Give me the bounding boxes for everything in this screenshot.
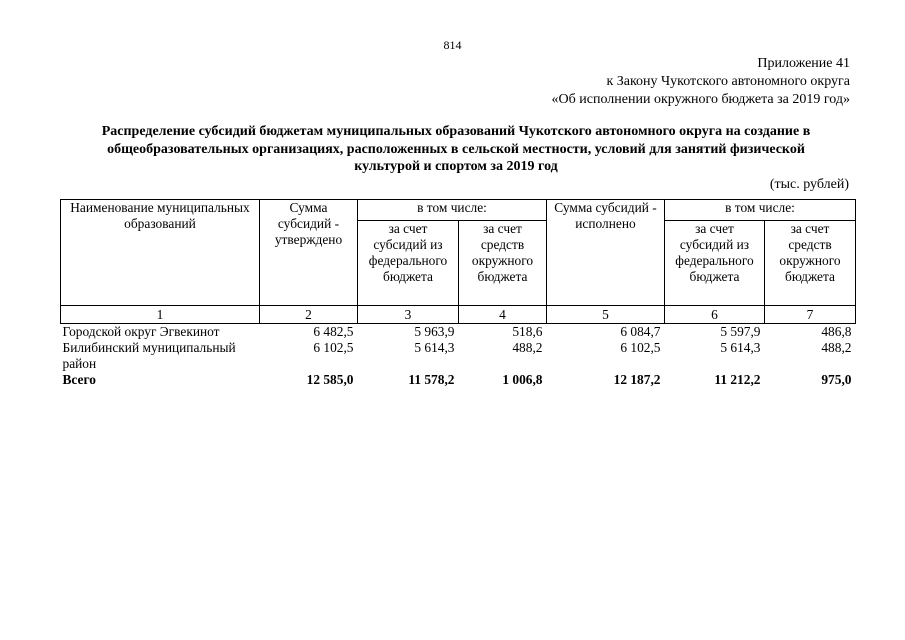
page-number: 814 [443, 38, 462, 52]
units-label: (тыс. рублей) [769, 177, 849, 192]
total-value-cell: 12 585,0 [306, 372, 354, 387]
header-executed: Сумма субсидий - исполнено [547, 200, 665, 306]
value-cell: 6 482,5 [313, 324, 354, 339]
header-district-2: за счет средств окружного бюджета [765, 221, 856, 306]
table-row [61, 324, 856, 341]
total-value-cell: 12 187,2 [613, 372, 661, 387]
column-number: 4 [459, 306, 547, 324]
appendix-line-2: к Закону Чукотского автономного округа [606, 74, 850, 89]
appendix-line-1: Приложение 41 [757, 56, 850, 71]
table-row [61, 340, 856, 372]
total-value-cell: 1 006,8 [502, 372, 543, 387]
document-title [60, 123, 852, 176]
total-row [61, 372, 856, 388]
column-number-row [61, 306, 856, 324]
value-cell: 5 614,3 [720, 340, 761, 355]
header-federal-2: за счет субсидий из федерального бюджета [665, 221, 765, 306]
total-value-cell: 975,0 [821, 372, 852, 387]
value-cell: 488,2 [821, 340, 852, 355]
column-number: 3 [358, 306, 459, 324]
header-name: Наименование муниципальных образований [61, 200, 260, 306]
header-row-1 [61, 200, 856, 221]
row-name-cell: Городской округ Эгвекинот [62, 324, 220, 339]
header-including-2: в том числе: [665, 200, 856, 221]
value-cell: 6 084,7 [620, 324, 661, 339]
row-name-cell: Билибинский муниципальный район [62, 340, 236, 371]
value-cell: 5 614,3 [414, 340, 455, 355]
appendix-line-3: «Об исполнении окружного бюджета за 2019 год» [551, 92, 850, 107]
value-cell: 486,8 [821, 324, 852, 339]
title-line-2: общеобразовательных организациях, расположенных в сельской местности, условий для занятий физической [107, 141, 805, 157]
total-value-cell: 11 578,2 [408, 372, 455, 387]
value-cell: 6 102,5 [313, 340, 354, 355]
column-number: 6 [665, 306, 765, 324]
total-value-cell: 11 212,2 [714, 372, 761, 387]
subsidy-table [60, 199, 856, 388]
appendix-reference [552, 55, 850, 109]
column-number: 7 [765, 306, 856, 324]
title-line-1: Распределение субсидий бюджетам муниципальных образований Чукотского автономного округа на создание в [101, 124, 811, 139]
header-federal-1: за счет субсидий из федерального бюджета [358, 221, 459, 306]
title-line-3: культурой и спортом за 2019 год [354, 159, 558, 174]
column-number: 5 [547, 306, 665, 324]
total-label: Всего [62, 372, 96, 387]
header-district-1: за счет средств окружного бюджета [459, 221, 547, 306]
value-cell: 6 102,5 [620, 340, 661, 355]
column-number: 1 [61, 306, 260, 324]
value-cell: 488,2 [512, 340, 543, 355]
value-cell: 5 597,9 [720, 324, 761, 339]
header-approved: Сумма субсидий - утверждено [260, 200, 358, 306]
column-number: 2 [260, 306, 358, 324]
header-including-1: в том числе: [358, 200, 547, 221]
value-cell: 518,6 [512, 324, 543, 339]
value-cell: 5 963,9 [414, 324, 455, 339]
